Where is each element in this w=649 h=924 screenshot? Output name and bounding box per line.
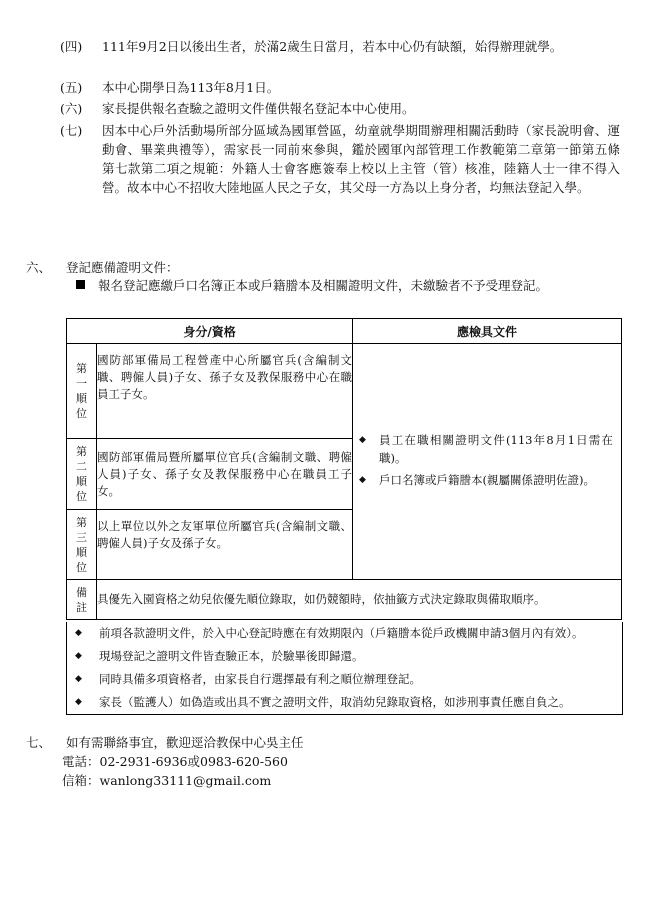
item-text: 本中心開學日為113年8月1日。 [102, 80, 280, 95]
item-7 [60, 121, 620, 221]
item-6 [60, 99, 620, 119]
notes-box [66, 622, 623, 715]
item-text: 因本中心戶外活動場所部分區域為國軍營區，幼童就學期間辦理相關活動時（家長說明會、運動會、畢業典禮等），需家長一同前來參與，鑑於國軍內部管理工作教範第二章第一節第五條第七款第二項之規範：外籍人士會客應簽奉上校以上主管（管）核准，陸籍人士一律不得入營。故本中心不招收大陸地區人民之子女，其父母一方為以上身分者，均無法登記入學。 [102, 123, 620, 195]
section-title: 登記應備證明文件： [66, 260, 179, 275]
note-item: ◆ 同時具備多項資格者，由家長自行選擇最有利之順位辦理登記。 [67, 668, 622, 691]
email-line [62, 771, 271, 790]
rank-3-text: 以上單位以外之友軍單位所屬官兵(含編制文職、聘僱人員)子女及孫子女。 [97, 510, 353, 580]
section-number: 七、 [26, 735, 52, 750]
note-item: ◆ 現場登記之證明文件皆查驗正本，於驗畢後即歸還。 [67, 645, 622, 668]
doc-item: ◆ 戶口名簿或戶籍謄本(親屬關係證明佐證)。 [359, 471, 613, 489]
header-documents: 應檢具文件 [353, 319, 622, 344]
item-5 [60, 78, 620, 98]
item-text: 111年9月2日以後出生者，於滿2歲生日當月，若本中心仍有缺額，始得辦理就學。 [102, 39, 563, 54]
documents-cell [353, 344, 622, 580]
item-number: (五) [60, 80, 83, 95]
item-number: (七) [60, 123, 83, 138]
rank-3: 第 三 順 位 [67, 510, 97, 580]
doc-item: ◆ 員工在職相關證明文件(113年8月1日需在職)。 [359, 431, 613, 467]
note-item: ◆ 前項各款證明文件，於入中心登記時應在有效期限內（戶籍謄本從戶政機關申請3個月內有效）。 [67, 622, 622, 645]
rank-1-text: 國防部軍備局工程營產中心所屬官兵(含編制文職、聘僱人員)子女、孫子女及教保服務中心在職員工子女。 [97, 344, 353, 439]
section-title: 如有需聯絡事宜，歡迎逕洽教保中心吳主任 [66, 735, 304, 750]
item-4 [60, 37, 620, 77]
email-address: wanlong33111@gmail.com [99, 773, 272, 788]
rank-2-text: 國防部軍備局暨所屬單位官兵(含編制文職、聘僱人員)子女、孫子女及教保服務中心在職員工子女。 [97, 439, 353, 510]
rank-1: 第 一 順 位 [67, 344, 97, 439]
registration-note: 報名登記應繳戶口名簿正本或戶籍謄本及相關證明文件，未繳驗者不予受理登記。 [98, 278, 549, 293]
square-bullet-icon [76, 280, 85, 289]
item-text: 家長提供報名查驗之證明文件僅供報名登記本中心使用。 [102, 101, 415, 116]
header-identity: 身分/資格 [67, 319, 353, 344]
remark-label: 備 註 [67, 580, 97, 620]
phone-number: 02-2931-6936或0983-620-560 [99, 754, 288, 769]
eligibility-table [66, 318, 622, 620]
email-label: 信箱： [62, 773, 100, 788]
note-item: ◆ 家長（監護人）如偽造或出具不實之證明文件，取消幼兒錄取資格，如涉刑事責任應自負之。 [67, 691, 622, 714]
section-number: 六、 [26, 260, 52, 275]
phone-label: 電話： [62, 754, 100, 769]
item-number: (六) [60, 101, 83, 116]
remark-text: 具優先入園資格之幼兒依優先順位錄取，如仍競額時，依抽籤方式決定錄取與備取順序。 [97, 580, 622, 620]
item-number: (四) [60, 39, 83, 54]
phone-line [62, 752, 288, 771]
rank-2: 第 二 順 位 [67, 439, 97, 510]
